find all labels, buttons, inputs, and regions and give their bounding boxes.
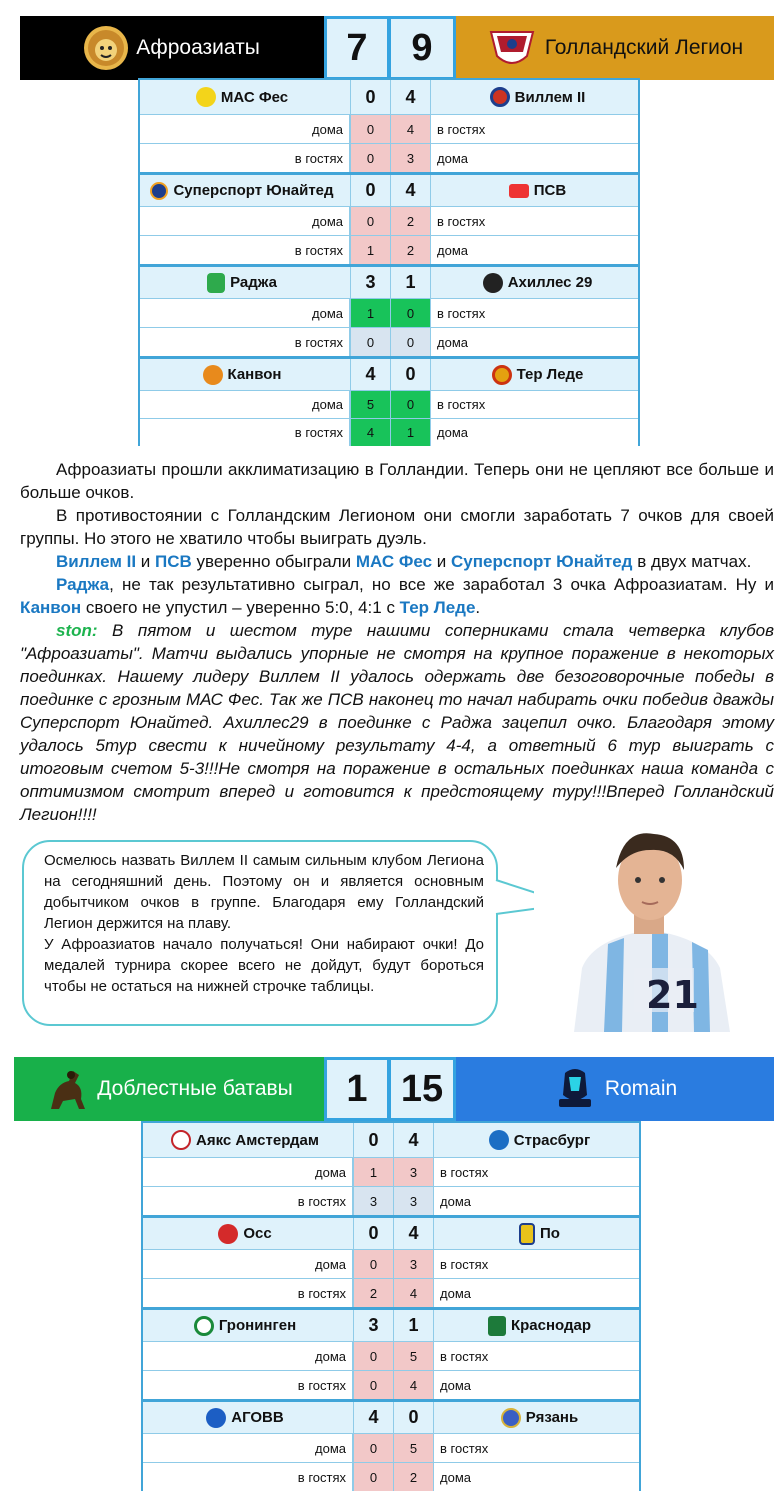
ryazan-logo-icon (501, 1408, 521, 1428)
willem-logo-icon (490, 87, 510, 107)
team-mention: ПСВ (155, 552, 192, 571)
sub-home-score: 0 (350, 328, 390, 356)
pair-away-score: 0 (390, 359, 430, 390)
pair-home (143, 1218, 353, 1249)
svg-text:21: 21 (646, 973, 699, 1017)
team-mention: Суперспорт Юнайтед (451, 552, 633, 571)
mas-fes-logo-icon (196, 87, 216, 107)
pair-home-name: Аякс Амстердам (196, 1131, 319, 1149)
sub-away-label: дома (430, 236, 638, 264)
gangwon-logo-icon (203, 365, 223, 385)
pair-home-score: 3 (353, 1310, 393, 1341)
pair-away (433, 1402, 639, 1433)
pair-home-name: Гронинген (218, 1317, 297, 1334)
match2-away-team (456, 1057, 774, 1121)
achilles-logo-icon (483, 273, 503, 293)
match2-table (141, 1121, 641, 1491)
sub-row (140, 298, 638, 327)
pair-row (143, 1123, 639, 1157)
sub-row (140, 235, 638, 264)
sub-away-label: в гостях (433, 1434, 639, 1462)
sub-label: дома (143, 1434, 353, 1462)
legion-logo-icon (487, 26, 537, 70)
sub-away-label: дома (430, 328, 638, 356)
pair-away (433, 1123, 639, 1157)
sub-home-score: 0 (353, 1342, 393, 1370)
agovv-logo-icon (206, 1408, 226, 1428)
match2-home-name: Доблестные батавы (97, 1077, 293, 1100)
sub-away-label: дома (433, 1279, 639, 1307)
sub-away-score: 4 (390, 115, 430, 143)
paragraph: В противостоянии с Голландским Легионом они смогли заработать 7 очков для своей группы. Но этого не хватило чтобы выиграть дуэль. (20, 506, 774, 548)
pair-home-name: Суперспорт Юнайтед (173, 182, 334, 199)
psv-logo-icon (509, 184, 529, 198)
oss-logo-icon (218, 1224, 238, 1244)
pair-home-score: 4 (353, 1402, 393, 1433)
speech-bubble (22, 840, 498, 1026)
sub-label: в гостях (140, 419, 350, 446)
sub-row (143, 1186, 639, 1215)
sub-away-label: в гостях (430, 391, 638, 418)
sub-away-label: в гостях (433, 1342, 639, 1370)
sub-label: в гостях (140, 144, 350, 172)
match2-home-team (14, 1057, 324, 1121)
pair-row (140, 356, 638, 390)
match2-away-score: 15 (390, 1057, 456, 1121)
match1-away-name: Голландский Легион (544, 36, 744, 59)
sub-home-score: 4 (350, 419, 390, 446)
text-run: и (136, 552, 156, 571)
sub-away-label: дома (433, 1371, 639, 1399)
sub-away-score: 3 (393, 1158, 433, 1186)
pair-away-score: 4 (393, 1123, 433, 1157)
pau-logo-icon (519, 1223, 535, 1245)
sub-row (140, 206, 638, 235)
sub-home-score: 1 (350, 299, 390, 327)
sub-away-label: дома (433, 1187, 639, 1215)
pair-away-name: Ахиллес 29 (507, 274, 593, 291)
team-mention: Тер Леде (399, 598, 476, 617)
sub-away-label: в гостях (433, 1158, 639, 1186)
text-run: своего не упустил – уверенно 5:0, 4:1 с (81, 598, 400, 617)
pair-home (140, 359, 350, 390)
ston-paragraph (20, 619, 774, 826)
sub-home-score: 3 (353, 1187, 393, 1215)
match2-header (14, 1057, 774, 1121)
pair-away-name: Виллем II (514, 88, 586, 106)
sub-label: дома (143, 1158, 353, 1186)
text-run: в двух матчах. (632, 552, 752, 571)
ajax-logo-icon (171, 1130, 191, 1150)
match1-home-score: 7 (324, 16, 390, 80)
pair-home (140, 175, 350, 206)
sub-label: в гостях (143, 1187, 353, 1215)
sub-away-label: в гостях (430, 207, 638, 235)
pair-away-name: Краснодар (510, 1317, 592, 1334)
pair-away-name: По (540, 1225, 560, 1242)
sub-home-score: 5 (350, 391, 390, 418)
match2-away-name: Romain (604, 1077, 678, 1100)
pair-home-score: 0 (353, 1218, 393, 1249)
pair-away (430, 175, 638, 206)
pair-home (143, 1310, 353, 1341)
bubble-paragraph: Осмелюсь назвать Виллем II самым сильным клубом Легиона на сегодняшний день. Поэтому он и является основным добытчиком очков в группе. Благодаря ему Голландский Легион держится на плаву. (44, 852, 484, 932)
lion-logo-icon (84, 26, 128, 70)
pair-home-name: Осс (243, 1225, 272, 1242)
ter-leede-logo-icon (492, 365, 512, 385)
sub-row (143, 1249, 639, 1278)
sub-away-score: 5 (393, 1434, 433, 1462)
pair-row (143, 1307, 639, 1341)
sub-label: в гостях (143, 1463, 353, 1491)
sub-home-score: 0 (353, 1434, 393, 1462)
bubble-paragraph: У Афроазиатов начало получаться! Они набирают очки! До медалей турнира скорее всего не дойдут, будут бороться чтобы не остаться на нижней строчке таблицы. (44, 936, 484, 995)
pair-away-score: 4 (390, 175, 430, 206)
pair-row (143, 1399, 639, 1433)
sub-home-score: 0 (353, 1250, 393, 1278)
sub-row (140, 143, 638, 172)
pair-away (430, 359, 638, 390)
sub-row (140, 114, 638, 143)
groningen-logo-icon (194, 1316, 214, 1336)
pair-home (140, 267, 350, 298)
sub-away-score: 0 (390, 391, 430, 418)
pair-away-score: 1 (393, 1310, 433, 1341)
sub-label: дома (140, 207, 350, 235)
romain-logo-icon (553, 1065, 597, 1113)
pair-row (140, 80, 638, 114)
pair-away (430, 267, 638, 298)
match2-home-score: 1 (324, 1057, 390, 1121)
pair-home-name: МАС Фес (220, 88, 289, 106)
strasbourg-logo-icon (489, 1130, 509, 1150)
sub-home-score: 1 (350, 236, 390, 264)
pair-home-score: 0 (350, 80, 390, 114)
pair-away-score: 4 (390, 80, 430, 114)
sub-away-label: в гостях (433, 1250, 639, 1278)
sub-away-label: дома (430, 419, 638, 446)
sub-label: в гостях (140, 236, 350, 264)
sub-away-score: 1 (390, 419, 430, 446)
sub-home-score: 0 (350, 207, 390, 235)
pair-row (140, 264, 638, 298)
sub-row (143, 1278, 639, 1307)
sub-row (143, 1341, 639, 1370)
sub-label: дома (140, 115, 350, 143)
sub-home-score: 0 (353, 1463, 393, 1491)
pair-home (143, 1402, 353, 1433)
sub-home-score: 1 (353, 1158, 393, 1186)
pair-away-score: 1 (390, 267, 430, 298)
pair-away-name: Страсбург (513, 1131, 591, 1149)
sub-away-score: 0 (390, 328, 430, 356)
match1-header (20, 16, 774, 80)
pair-away-name: Тер Леде (516, 366, 584, 383)
horse-rider-logo-icon (45, 1065, 89, 1113)
pair-home-score: 0 (353, 1123, 393, 1157)
sub-label: дома (140, 299, 350, 327)
match1-away-team (456, 16, 774, 80)
sub-label: дома (143, 1342, 353, 1370)
text-run: уверенно обыграли (191, 552, 356, 571)
pair-home-name: Раджа (230, 274, 277, 291)
pair-away-name: Рязань (525, 1409, 579, 1426)
sub-row (143, 1370, 639, 1399)
pair-away (430, 80, 638, 114)
player-image-icon (534, 818, 766, 1032)
sub-away-score: 3 (390, 144, 430, 172)
paragraph (20, 550, 774, 573)
sub-row (143, 1462, 639, 1491)
pair-away (433, 1310, 639, 1341)
pair-away-name: ПСВ (533, 182, 567, 199)
sub-home-score: 0 (350, 115, 390, 143)
match1-home-team (20, 16, 324, 80)
pair-row (143, 1215, 639, 1249)
sub-row (140, 418, 638, 446)
match1-table (138, 78, 640, 446)
sub-away-score: 2 (393, 1463, 433, 1491)
supersport-logo-icon (150, 182, 168, 200)
text-run: , не так результативно сыграл, но все же заработал 3 очка Афроазиатам. Ну и (109, 575, 774, 594)
pair-away-score: 4 (393, 1218, 433, 1249)
sub-away-label: в гостях (430, 299, 638, 327)
sub-home-score: 0 (353, 1371, 393, 1399)
sub-away-label: дома (430, 144, 638, 172)
pair-home-score: 0 (350, 175, 390, 206)
text-run: и (432, 552, 452, 571)
sub-label: в гостях (143, 1279, 353, 1307)
sub-away-score: 3 (393, 1187, 433, 1215)
author-name: ston: (56, 621, 98, 640)
pair-away (433, 1218, 639, 1249)
sub-row (140, 327, 638, 356)
sub-label: в гостях (140, 328, 350, 356)
sub-row (143, 1433, 639, 1462)
sub-away-score: 3 (393, 1250, 433, 1278)
sub-away-score: 0 (390, 299, 430, 327)
sub-label: дома (140, 391, 350, 418)
pair-home (140, 80, 350, 114)
sub-away-score: 5 (393, 1342, 433, 1370)
sub-away-score: 4 (393, 1279, 433, 1307)
team-mention: Раджа (56, 575, 110, 594)
sub-away-score: 4 (393, 1371, 433, 1399)
pair-away-score: 0 (393, 1402, 433, 1433)
sub-away-score: 2 (390, 236, 430, 264)
player-photo (534, 818, 766, 1032)
pair-home-score: 3 (350, 267, 390, 298)
sub-label: дома (143, 1250, 353, 1278)
raja-logo-icon (207, 273, 225, 293)
match1-away-score: 9 (390, 16, 456, 80)
team-mention: Канвон (20, 598, 82, 617)
sub-home-score: 2 (353, 1279, 393, 1307)
text-run: . (475, 598, 481, 617)
paragraph: Афроазиаты прошли акклиматизацию в Голландии. Теперь они не цепляют все больше и больше очков. (20, 460, 774, 502)
sub-row (143, 1157, 639, 1186)
sub-label: в гостях (143, 1371, 353, 1399)
match1-home-name: Афроазиаты (136, 36, 260, 59)
article-text (20, 458, 774, 826)
sub-home-score: 0 (350, 144, 390, 172)
sub-away-label: в гостях (430, 115, 638, 143)
team-mention: Виллем II (56, 552, 137, 571)
pair-row (140, 172, 638, 206)
sub-row (140, 390, 638, 418)
pair-home-name: Канвон (227, 366, 282, 383)
team-mention: МАС Фес (355, 552, 433, 571)
krasnodar-logo-icon (488, 1316, 506, 1336)
sub-away-label: дома (433, 1463, 639, 1491)
pair-home-name: АГОВВ (231, 1409, 284, 1426)
sub-away-score: 2 (390, 207, 430, 235)
pair-home (143, 1123, 353, 1157)
pair-home-score: 4 (350, 359, 390, 390)
paragraph (20, 573, 774, 619)
ston-text: В пятом и шестом туре нашими соперниками стала четверка клубов "Афроазиаты". Матчи выдались упорные не смотря на крупное поражение в некоторых поединках. Нашему лидеру Виллем II удалось одержать две безоговорочные победы в поединке с грозным МАС Фес. Так же ПСВ наконец то начал набирать очки победив дважды Суперспорт Юнайтед. Ахиллес29 в поединке с Раджа зацепил очко. Благодаря этому удалось 5тур свести к ничейному результату 4-4, а ответный 6 тур выиграть с итоговым счетом 5-3!!!Не смотря на поражение в остальных поединках наша команда с оптимизмом смотрит вперед и готовится к предстоящему туру!!!Вперед Голландский Легион!!!! (20, 621, 774, 824)
